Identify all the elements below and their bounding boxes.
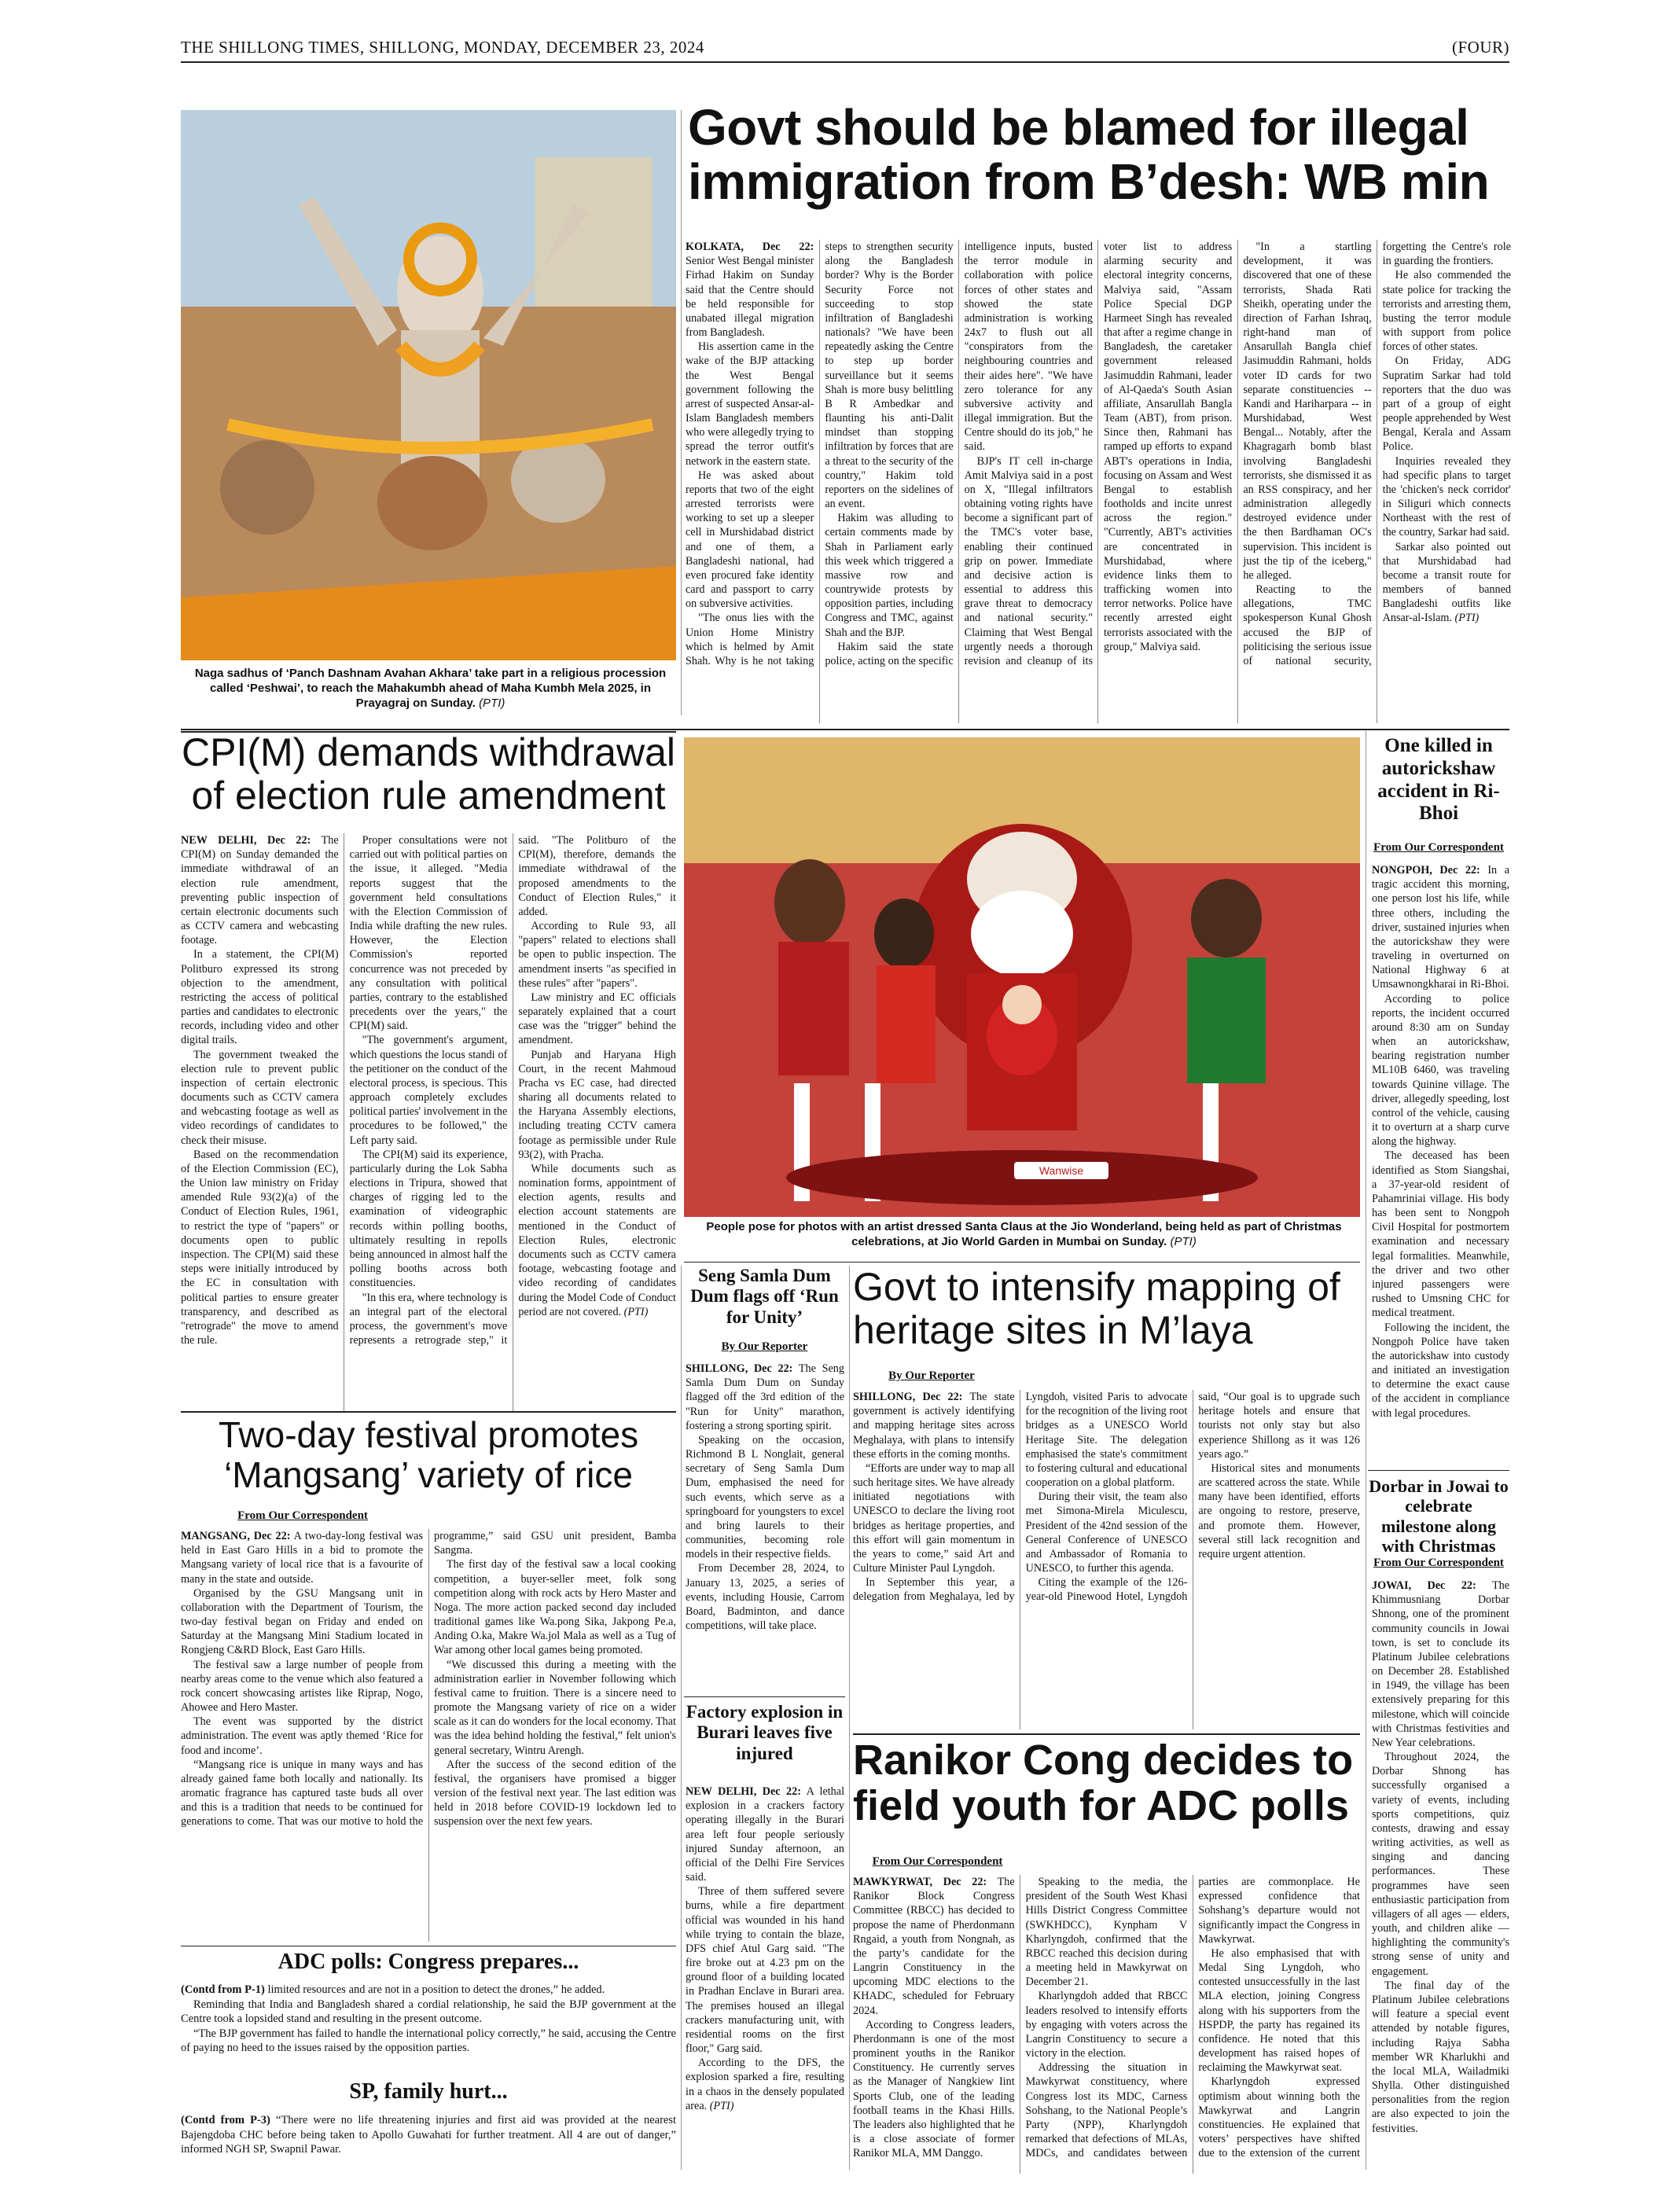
seng-para: Speaking on the occasion, Richmond B L Nonglait, general secretary of Seng Samla Dum Dum, emphasised the need for such events, which serve as a springboard for youngsters to excel and bring laurels to their communities, becoming role models in their respective fields. <box>686 1433 844 1561</box>
cpim-para: Law ministry and EC officials separately explained that a court case was the "trigger" behind the amendment. <box>518 991 676 1047</box>
wb-para: Inquiries revealed they had specific plans to target the 'chicken's neck corridor' in Siliguri which connects Northeast with the rest of the country, Sarkar had said. <box>1382 454 1511 539</box>
burari-para <box>686 1785 844 1884</box>
wb-para: Sarkar also pointed out that Murshidabad had become a transit route for members of banned Bangladeshi outfits like Ansar-al-Islam. <box>1382 540 1511 625</box>
seng-byline: By Our Reporter <box>721 1340 808 1353</box>
column-divider <box>681 1266 682 2170</box>
wb-para: "In a startling development, it was discovered that one of these terrorists, Shada Rati Sheikh, operating under the direction of Farhan Ishraq, right-hand man of Ansarullah Bangla chief Jasimuddin Rahmani, holds voter ID cards for two separate constituencies -- Kandi and Hariharpara -- in Murshidabad, West Bengal... Notably, after the Khagragarh bomb blast involving Bangladeshi terrorists, she dismissed it as an RSS conspiracy, and her administration allegedly destroyed evidence under the then Bardhaman OC's supervision. This incident is just the tip of the iceberg," he alleged. <box>1243 241 1372 582</box>
ranikor-para: According to Congress leaders, Pherdonmann is one of the most prominent youths in the Ranikor Constituency. He currently serves as the Manager of Nangkiew Iint Sports Club, one of the leading football teams in the Khasi Hills. The leaders also highlighted that he is a close associate of former Ranikor MLA, MM Danggo. <box>853 2018 1015 2160</box>
wb-headline: Govt should be blamed for illegal immigration from B’desh: WB min <box>688 101 1490 211</box>
seng-para: From December 28, 2024, to January 13, 2025, a series of events, including Housie, Carrom Board, Badminton, and dance competitions, will take place. <box>686 1562 844 1633</box>
heritage-para: Historical sites and monuments are scattered across the state. While many have been identified, efforts are ongoing to restore, preserve, and promote them. However, several still lack recognition and require urgent attention. <box>1198 1461 1360 1560</box>
sp-para-text: “There were no life threatening injuries and first aid was provided at the nearest Bajengdoba CHC before being taken to Apollo Guwahati for further treatment. All 4 are out of danger,” informed NGH SP, Swapnil Pawar. <box>181 2114 676 2156</box>
wb-para: He was asked about reports that two of the eight arrested terrorists were working to set up a sleeper cell in Murshidabad district and one of them, a Bangladeshi national, had even procured fake identity card and passport to carry on subversive activities. <box>686 469 814 611</box>
mangsang-dateline: MANGSANG, Dec 22: <box>181 1530 291 1542</box>
ribhoi-para <box>1372 863 1509 992</box>
mangsang-article-body <box>181 1529 676 1942</box>
cpim-credit: (PTI) <box>623 1305 649 1318</box>
wb-para: On Friday, ADG Supratim Sarkar had told reporters that the duo was part of a group of eight people apprehended by West Bengal, Kerala and Assam Police. <box>1382 355 1511 454</box>
ranikor-para: Speaking to the media, the president of the South West Khasi Hills District Congress Committee (SWKHDCC), Kynpham V Kharlyngdoh, confirmed that the RBCC reached this decision during a meeting held in Mawkyrwat on December 21. <box>1025 1876 1188 1989</box>
ribhoi-para-text: In a tragic accident this morning, one person lost his life, while three others, including the driver, sustained injuries when the autorickshaw they were traveling in overturned on National Highway 6 at Umsawnongkharai in Ri-Bhoi. <box>1372 864 1509 991</box>
jowai-para: Throughout 2024, the Dorbar Shnong has successfully organised a variety of events, including sports competitions, quiz contests, drawing and essay writing activities, as well as singing and dancing performances. These programmes have seen enthusiastic participation from villagers of all ages — elders, youth, and children alike — highlighting the community's strong sense of unity and engagement. <box>1372 1751 1509 1978</box>
mangsang-para: Organised by the GSU Mangsang unit in collaboration with the Department of Tourism, the two-day festival began on Friday and ended on Saturday at the Mangsang Mini Stadium located in Rongjeng C&RD Block, East Garo Hills. <box>181 1586 423 1657</box>
ribhoi-para: Following the incident, the Nongpoh Police have taken the autorickshaw into custody and initiated an investigation to determine the exact cause of the accident in compliance with legal procedures. <box>1372 1321 1509 1420</box>
burari-para: Three of them suffered severe burns, while a fire department official was wounded in his hand while trying to contain the blaze, DFS chief Atul Garg said. "The fire broke out at 4.23 pm on the ground floor of a building located in Pradhan Enclave in Burari area. The premises housed an illegal crackers manufacturing unit, with residential rooms on the first floor," Garg said. <box>686 1885 844 2056</box>
wb-para <box>686 240 814 340</box>
section-rule <box>1368 1470 1509 1471</box>
seng-para-text: The Seng Samla Dum Dum on Sunday flagged off the 3rd edition of the "Run for Unity" marathon, fostering a strong sporting spirit. <box>686 1362 844 1432</box>
heritage-para: “Efforts are under way to map all such heritage sites. We have already initiated negotiations with UNESCO to declare the living root bridges as heritage properties, and this effort will gain momentum in the years to come,” said Art and Culture Minister Paul Lyngdoh. <box>853 1461 1015 1575</box>
santa-caption-text: People pose for photos with an artist dressed Santa Claus at the Jio Wonderland, being held as part of Christmas celebrations, at Jio World Garden in Mumbai on Sunday. <box>706 1220 1342 1248</box>
ribhoi-para: According to police reports, the incident occurred around 8:30 am on Sunday when an autorickshaw, bearing registration number ML10B 6460, was traveling towards Quinine village. The driver, allegedly speeding, lost control of the vehicle, causing it to overturn at a sharp curve along the highway. <box>1372 992 1509 1149</box>
wb-para: "The onus lies with the Union Home Ministry which is helmed by Amit Shah. Why is he not taking steps to strengthen security along the Bangladesh border? Why is the Border Security Force not succeeding to stop infiltration of Bangladeshi nationals? "We have been repeatedly asking the Centre to step up border surveillance but it seems Shah is more busy belittling B R Ambedkar and flaunting his anti-Dalit mindset than stopping infiltration by forces that are a threat to the security of the country," Hakim told reporters on the sidelines of an event. <box>686 241 954 667</box>
section-rule <box>181 1411 676 1413</box>
naga-caption-text: Naga sadhus of ‘Panch Dashnam Avahan Akhara’ take part in a religious procession called ‘Peshwai’, to reach the Mahakumbh ahead of Maha Kumbh Mela 2025, in Prayagraj on Sunday. <box>194 667 667 710</box>
mangsang-byline: From Our Correspondent <box>237 1509 368 1522</box>
jowai-dateline: JOWAI, Dec 22: <box>1372 1579 1476 1592</box>
section-rule <box>684 1262 1360 1263</box>
santa-illustration <box>684 737 1360 1217</box>
cpim-para: Punjab and Haryana High Court, in the recent Mahmoud Pracha vs EC case, had directed sharing all documents related to the Haryana Assembly elections, including treating CCTV camera footage as permissible under Rule 93(2), with Pracha. <box>518 1048 676 1161</box>
santa-photo <box>684 737 1360 1217</box>
wb-para: He also commended the state police for tracking the terrorists and arresting them, busting the terror module with support from police forces of other states. <box>1382 269 1511 354</box>
wb-para: His assertion came in the wake of the BJP attacking the West Bengal government following the arrest of suspected Ansar-al-Islam Bangladesh members who were allegedly trying to spread the terror outfit's network in the eastern state. <box>686 340 814 468</box>
wb-credit: (PTI) <box>1454 612 1480 625</box>
jowai-para <box>1372 1579 1509 1750</box>
ranikor-headline: Ranikor Cong decides to field youth for ADC polls <box>853 1737 1354 1830</box>
jowai-para-text: The Khimmusniang Dorbar Shnong, one of the prominent community councils in Jowai town, is set to conclude its Platinum Jubilee celebrations on December 28. Established in 1949, the village has been extensively preparing for this milestone, which will coincide with Christmas festivities and New Year celebrations. <box>1372 1579 1509 1749</box>
ribhoi-headline: One killed in autorickshaw accident in Ri-Bhoi <box>1377 735 1500 825</box>
wb-dateline: KOLKATA, Dec 22: <box>686 241 814 253</box>
adc-headline: ADC polls: Congress prepares... <box>278 1950 579 1974</box>
adc-contd: (Contd from P-1) <box>181 1983 265 1996</box>
masthead <box>181 38 1509 63</box>
burari-dateline: NEW DELHI, Dec 22: <box>686 1785 801 1798</box>
ribhoi-para: The deceased has been identified as Stom Siangshai, a 37-year-old resident of Pahamriniai village. His body has been sent to Nongpoh Civil Hospital for postmortem examination and necessary legal formalities. Meanwhile, the driver and two other injured passengers were rushed to Umsning CHC for medical treatment. <box>1372 1149 1509 1320</box>
jowai-article-body <box>1372 1579 1509 2172</box>
section-rule <box>684 1696 845 1697</box>
wb-para: BJP's IT cell in-charge Amit Malviya said in a post on X, "Illegal infiltrators obtaining voting rights have become a significant part of the TMC's voter base, enabling their continued grip on power. Immediate and decisive action is essential to address this grave threat to democracy and national security." Claiming that West Bengal urgently needs a thorough revision and cleanup of its voter list to address alarming security and electoral integrity concerns, Malviya said, "Assam Police Special DGP Harmeet Singh has revealed that after a regime change in Bangladesh, the caretaker government released Jasimuddin Rahmani, leader of Al-Qaeda's South Asian affiliate, Ansarullah Bangla Team (ABT), from prison. Since then, Rahmani has ramped up efforts to expand ABT's operations in India, focusing on Assam and West Bengal to establish footholds and incite unrest across the region." "Currently, ABT's activities are concentrated in Murshidabad, where evidence links them to trafficking women into terror networks. Police have recently arrested eight terrorists associated with the group," Malviya said. <box>964 241 1233 667</box>
cpim-para: While documents such as nomination forms, appointment of election agents, results and election account statements are mentioned in the Conduct of Election Rules, electronic documents such as CCTV camera footage, webcasting footage and video recording of candidates during the Model Code of Conduct period are not covered. <box>518 1162 676 1318</box>
wb-para: Hakim said the state police, acting on the specific intelligence inputs, busted the terror module in collaboration with police forces of other states and showed the state administration is working 24x7 to flush out all "conspirators from the neighbouring countries and their aides here". "We have zero tolerance for any subversive activity and illegal immigration. But the Centre should do its job," he said. <box>825 241 1093 667</box>
wb-para-text: Senior West Bengal minister Firhad Hakim on Sunday said that the Centre should be held responsible for unabated illegal migration from Bangladesh. <box>686 255 814 340</box>
mangsang-para: The first day of the festival saw a local cooking competition, a buyer-seller meet, folk song competition along with rock acts by Hero Master and Noga. The more action packed second day included traditional games like Wa.pong Sika, Jakpong Pe.a, Anding O.ka, Makre Wa.jol Mala as well as a Tug of War among other local games being promoted. <box>434 1558 676 1657</box>
heritage-para <box>853 1390 1015 1461</box>
mangsang-para: The festival saw a large number of people from nearby areas come to the venue which also featured a rock concert showcasing artistes like Riprap, Nogo, Ahowee and Hero Master. <box>181 1658 423 1715</box>
column-divider <box>681 110 682 715</box>
wb-article-body <box>686 240 1511 723</box>
ranikor-para: Kharlyngdoh added that RBCC leaders resolved to intensify efforts by engaging with voters across the Langrin Constituency to secure a victory in the election. <box>1025 1990 1188 2060</box>
heritage-para: During their visit, the team also met Simona-Mirela Miculescu, President of the 42nd session of the General Conference of UNESCO and Ambassador of Romania to UNESCO, to further this agenda. <box>1025 1490 1188 1575</box>
ranikor-article-body <box>853 1875 1360 2174</box>
ranikor-para: He also emphasised that with Medal Sing Lyngdoh, who contested unsuccessfully in the last MLA election, joining Congress along with his supporters from the HSPDP, the party has regained its confidence. He noted that this development has raised hopes of reclaiming the Mawkyrwat seat. <box>1198 1946 1360 2075</box>
santa-caption-credit: (PTI) <box>1170 1234 1197 1248</box>
wb-para: Hakim was alluding to certain comments made by Shah in Parliament early this week which triggered a massive row and countrywide protests by opposition parties, including Congress and TMC, against Shah and the BJP. <box>825 512 954 639</box>
cpim-para: Proper consultations were not carried out with political parties on the issue, it alleged. "Media reports suggest that the government held consultations with the Election Commission of India while drafting the new rules. However, the Election Commission's reported concurrence was not preceded by any consultation with political parties, contrary to the established precedents over the years," the CPI(M) said. <box>349 834 508 1033</box>
burari-article-body <box>686 1785 844 2174</box>
jowai-byline: From Our Correspondent <box>1373 1557 1504 1569</box>
cpim-para: Based on the recommendation of the Election Commission (EC), the Union law ministry on Friday amended Rule 93(2)(a) of the Conduct of Election Rules, 1961, to restrict the type of "papers" or documents open to public inspection. The CPI(M) said these steps were initially introduced by the EC in consultation with political parties to ensure greater transparency, and described as "retrograde" the move to amend the rule. <box>181 1148 339 1347</box>
cpim-para: "The government's argument, which questions the locus standi of the petitioner on the conduct of the electoral process, is specious. This approach completely excludes political parties' involvement in the procedures to be followed," the Left party said. <box>349 1034 508 1147</box>
seng-headline: Seng Samla Dum Dum flags off ‘Run for Unity’ <box>690 1266 839 1327</box>
heritage-para: In September this year, a delegation from Meghalaya, led by Lyngdoh, visited Paris to advocate for the recognition of the living root bridges as a UNESCO World Heritage Site. The delegation emphasised the state's commitment to fostering cultural and educational cooperation on a global platform. <box>853 1391 1188 1604</box>
sp-para <box>181 2113 676 2157</box>
cpim-para <box>181 833 339 947</box>
adc-para-text: limited resources and are not in a position to detect the drones,” he added. <box>267 1983 605 1996</box>
cpim-para: "In this era, where technology is an integral part of the electoral process, the government's move represents a retrograde step," it said. "The Politburo of the CPI(M), therefore, demands the immediate withdrawal of the proposed amendments to the Conduct of Election Rules," it added. <box>349 834 676 1347</box>
cpim-article-body <box>181 833 676 1411</box>
sp-headline: SP, family hurt... <box>349 2079 508 2104</box>
mangsang-para: “We discussed this during a meeting with the administration earlier in November following which festival came to fruition. There is a sincere need to promote the Mangsang variety of rice on a wider scale as it can do wonders for the local economy. That was the idea behind holding the festival,” felt union's general secretary, Wintru Arengh. <box>434 1658 676 1757</box>
masthead-rule <box>181 61 1509 63</box>
heritage-article-body <box>853 1390 1360 1729</box>
seng-article-body <box>686 1362 844 1692</box>
heritage-dateline: SHILLONG, Dec 22: <box>853 1391 963 1403</box>
section-rule <box>181 729 1509 730</box>
ribhoi-article-body <box>1372 863 1509 1465</box>
adc-article-body <box>181 1983 676 2077</box>
column-divider <box>849 1266 850 2170</box>
adc-para: Reminding that India and Bangladesh shared a cordial relationship, he said the BJP government at the Centre took a lopsided stand and resulting in the present outcome. <box>181 1998 676 2026</box>
cpim-headline: CPI(M) demands withdrawal of election rule amendment <box>182 731 675 818</box>
naga-caption-credit: (PTI) <box>479 696 505 710</box>
heritage-para-text: The state government is actively identifying and mapping heritage sites across Meghalaya, with plans to intensify these efforts in the coming months. <box>853 1391 1015 1461</box>
naga-sadhus-illustration <box>181 110 676 660</box>
ribhoi-byline: From Our Correspondent <box>1373 841 1504 854</box>
cpim-para: The CPI(M) said its experience, particularly during the Lok Sabha elections in Tripura, showed that charges of rigging led to the examination of videographic records within polling booths, ultimately resulting in repolls being announced in almost half the polling booths across both constituencies. <box>349 1148 508 1290</box>
mangsang-para: The event was supported by the district administration. The event was aptly themed ‘Rice for food and income’. <box>181 1715 423 1757</box>
seng-dateline: SHILLONG, Dec 22: <box>686 1362 793 1375</box>
masthead-title: THE SHILLONG TIMES, SHILLONG, MONDAY, DECEMBER 23, 2024 <box>181 38 704 57</box>
ranikor-byline: From Our Correspondent <box>872 1855 1003 1868</box>
ranikor-para-text: The Ranikor Block Congress Committee (RBCC) has decided to propose the name of Pherdonmann Rngaid, a youth from Nongnah, as the party’s candidate for the Langrin Constituency in the upcoming MDC elections to the KHADC, scheduled for February 2024. <box>853 1876 1015 2017</box>
santa-sign-text: Wanwise <box>1039 1164 1084 1177</box>
mangsang-para <box>181 1529 423 1586</box>
cpim-dateline: NEW DELHI, Dec 22: <box>181 834 311 847</box>
naga-caption <box>189 667 672 728</box>
cpim-para: The government tweaked the election rule to prevent public inspection of certain electronic documents such as CCTV camera and webcasting footage as well as video recordings of candidates to check their misuse. <box>181 1048 339 1147</box>
cpim-para: In a statement, the CPI(M) Politburo expressed its strong objection to the amendment, restricting the access of political parties and candidates to electronic records, including video and other digital trails. <box>181 948 339 1047</box>
adc-para <box>181 1983 676 1998</box>
mangsang-para: “Mangsang rice is unique in many ways and has already gained fame both locally and nationally. Its aromatic fragrance has captured taste buds all over and this is a tradition that needs to be continued for generations to come. That was our motive to hold the programme,” said GSU unit president, Bamba Sangma. <box>181 1530 676 1829</box>
adc-para: “The BJP government has failed to handle the international policy correctly,” he said, accusing the Centre of paying no heed to the issues raised by the opposition parties. <box>181 2027 676 2055</box>
section-rule <box>853 1733 1360 1735</box>
burari-headline: Factory explosion in Burari leaves five injured <box>686 1702 844 1763</box>
sp-article-body <box>181 2113 676 2172</box>
burari-credit: (PTI) <box>709 2099 734 2112</box>
ranikor-dateline: MAWKYRWAT, Dec 22: <box>853 1876 987 1888</box>
ranikor-para <box>853 1875 1015 2018</box>
naga-sadhus-photo <box>181 110 676 660</box>
burari-para-text: A lethal explosion in a crackers factory operating illegally in the Burari area left four people seriously injured Sunday afternoon, an official of the Delhi Fire Services said. <box>686 1785 844 1884</box>
cpim-para-text: The CPI(M) on Sunday demanded the immediate withdrawal of an election rule amendment, preventing public inspection of certain electronic documents such as CCTV camera and webcasting footage. <box>181 834 339 947</box>
wb-para: Reacting to the allegations, TMC spokesperson Kunal Ghosh accused the BJP of politicising the serious issue of national security, forgetting the Centre's role in guarding the frontiers. <box>1243 241 1511 667</box>
page-number: (FOUR) <box>1451 38 1509 57</box>
seng-para <box>686 1362 844 1433</box>
jowai-para: The final day of the Platinum Jubilee celebrations will feature a special event attended by notable figures, including Rajya Sabha member WR Kharlukhi and the local MLA, Wailadmiki Shylla. Other distinguished personalities from the region are also expected to join the festivities. <box>1372 1979 1509 2135</box>
ranikor-para: Kharlyngdoh expressed optimism about winning both the Mawkyrwat and Langrin constituencies. He explained that voters’ perspectives have shifted due to the extension of the current <box>1198 2075 1360 2160</box>
heritage-para: Citing the example of the 126-year-old Pinewood Hotel, Lyngdoh said, “Our goal is to upgrade such heritage hotels and ensure that tourists not only stay but also experience Shillong as it was 126 years ago.” <box>1025 1391 1360 1604</box>
cpim-para: According to Rule 93, all "papers" related to elections shall be open to public inspection. The amendment inserts "as specified in these rules" after "papers". <box>518 920 676 990</box>
mangsang-headline: Two-day festival promotes ‘Mangsang’ variety of rice <box>218 1415 639 1495</box>
sp-contd: (Contd from P-3) <box>181 2114 270 2126</box>
heritage-headline: Govt to intensify mapping of heritage sites in M’laya <box>853 1266 1340 1352</box>
ribhoi-dateline: NONGPOH, Dec 22: <box>1372 864 1480 877</box>
ranikor-para: Addressing the situation in Mawkyrwat constituency, where Congress lost its MDC, Carness Sohshang, to the National People’s Party (NPP), Kharlyngdoh remarked that defections of MLAs, MDCs, and candidates between parties are commonplace. He expressed confidence that Sohshang’s departure would not significantly impact the Congress in Mawkyrwat. <box>1025 1876 1360 2160</box>
jowai-headline: Dorbar in Jowai to celebrate milestone along with Christmas <box>1369 1476 1509 1555</box>
mangsang-para-text: A two-day-long festival was held in East Garo Hills in a bid to promote the Mangsang variety of local rice that is a favourite of many in the state and outside. <box>181 1530 423 1586</box>
mangsang-para: After the success of the second edition of the festival, the organisers have promised a bigger version of the festival next year. The last edition was held in 2018 before COVID-19 lockdown led to suspension over the next few years. <box>434 1758 676 1829</box>
burari-para: According to the DFS, the explosion sparked a fire, resulting in a chaos in the densely populated area. <box>686 2057 844 2112</box>
heritage-byline: By Our Reporter <box>888 1369 975 1382</box>
santa-caption <box>692 1220 1356 1259</box>
